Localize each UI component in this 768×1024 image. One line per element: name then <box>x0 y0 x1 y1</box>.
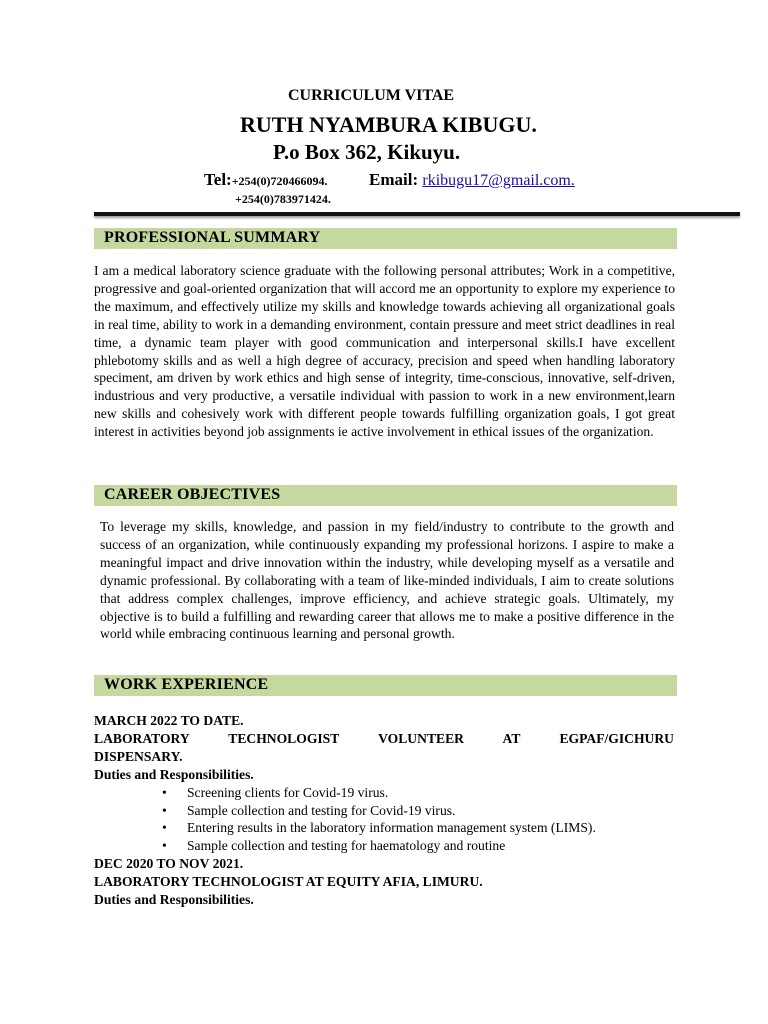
work-experience-list <box>94 712 674 909</box>
postal-address: P.o Box 362, Kikuyu. <box>273 140 461 164</box>
list-item: • Sample collection and testing for Covid-19 virus. <box>162 802 674 820</box>
email-line <box>369 170 575 190</box>
phone-secondary: +254(0)783971424. <box>235 192 331 206</box>
duties-list <box>94 784 674 856</box>
email-label: Email: <box>369 170 419 189</box>
professional-summary-heading <box>94 228 677 249</box>
work-experience-heading <box>94 675 677 696</box>
professional-summary-text: I am a medical laboratory science graduate with the following personal attributes; Work in a competitive, progressive and goal-oriented organization that will accord me an opportunity to explore my experience to the maximum, and effectively utilize my skills and knowledge towards achieving all organizational goals in real time, ability to work in a demanding environment, contain pressure and meet strict deadlines in real time, a dynamic team player with good communication and interpersonal skills.I have excellent phlebotomy skills and as well a high degree of accuracy, precision and speed when handling laboratory speciment, am driven by work ethics and high sense of integrity, time-conscious, innovative, self-driven, industrious and very productive, a versatile individual with passion to work in a new environment,learn new skills and cohesively work with different people towards fulfilling organization goals, I got great interest in activities beyond job assignments ie active involvement in ethical issues of the organization. <box>94 263 675 440</box>
candidate-name: RUTH NYAMBURA KIBUGU. <box>240 112 537 137</box>
section-title: CAREER OBJECTIVES <box>104 486 281 503</box>
phone-primary: +254(0)720466094. <box>231 174 328 188</box>
duties-label: Duties and Responsibilities. <box>94 892 254 908</box>
list-item: • Sample collection and testing for haematology and routine <box>162 837 674 855</box>
list-item: • Screening clients for Covid-19 virus. <box>162 784 674 802</box>
section-title: WORK EXPERIENCE <box>104 676 269 693</box>
job-title-continued: DISPENSARY. <box>94 748 183 764</box>
job-title: LABORATORY TECHNOLOGIST VOLUNTEER AT EGPAF/GICHURU <box>94 730 674 746</box>
phone-line <box>204 170 328 190</box>
career-objectives-heading <box>94 485 677 506</box>
list-item: • Entering results in the laboratory information management system (LIMS). <box>162 819 674 837</box>
email-link[interactable]: rkibugu17@gmail.com. <box>422 172 575 189</box>
header-divider <box>94 212 740 216</box>
career-objectives-text: To leverage my skills, knowledge, and passion in my field/industry to contribute to the growth and success of an organization, while continuously expanding my professional horizons. I aspire to make a meaningful impact and drive innovation within the industry, while developing myself as a versatile and dynamic professional. By collaborating with a team of like-minded individuals, I aim to create solutions that address complex challenges, improve efficiency, and achieve strategic goals. Ultimately, my objective is to build a fulfilling and rewarding career that allows me to make a positive difference in the world while embracing continuous learning and personal growth. <box>100 519 674 642</box>
job-period: MARCH 2022 TO DATE. <box>94 713 244 728</box>
cv-label: CURRICULUM VITAE <box>288 87 455 104</box>
job-title: LABORATORY TECHNOLOGIST AT EQUITY AFIA, LIMURU. <box>94 874 483 890</box>
section-title: PROFESSIONAL SUMMARY <box>104 229 321 246</box>
duties-label: Duties and Responsibilities. <box>94 766 254 782</box>
job-period: DEC 2020 TO NOV 2021. <box>94 856 244 872</box>
tel-label: Tel: <box>204 170 232 189</box>
